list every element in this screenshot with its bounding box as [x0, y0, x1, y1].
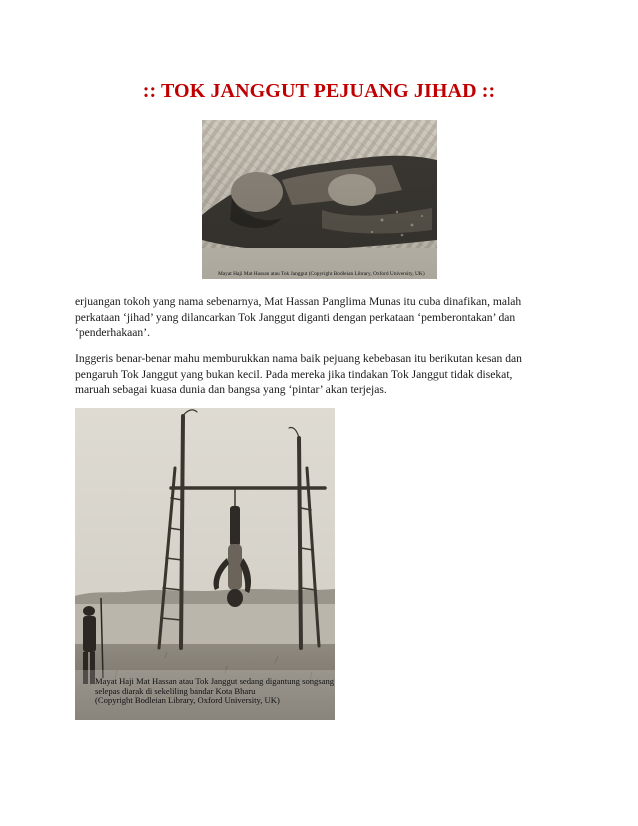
photo-2-image: [75, 408, 335, 720]
paragraph-2: [75, 351, 575, 398]
caption-line: Mayat Haji Mat Hassan atau Tok Janggut sedang digantung songsang: [95, 676, 335, 686]
paragraph-line: maruah sebagai kuasa dunia dan bangsa yang ‘pintar’ akan terjejas.: [75, 383, 387, 396]
photo-1-image: [202, 120, 437, 279]
paragraph-1: [75, 294, 575, 341]
paragraph-line: perkataan ‘jihad’ yang dilancarkan Tok Janggut diganti dengan perkataan ‘pemberontakan’ dan: [75, 310, 516, 324]
photo-tok-janggut-hanged: [75, 408, 335, 720]
caption-line: (Copyright Bodleian Library, Oxford University, UK): [95, 695, 280, 706]
page-title: :: TOK JANGGUT PEJUANG JIHAD ::: [142, 80, 496, 102]
photo-2-caption: [95, 676, 335, 706]
paragraph-line: Inggeris benar-benar mahu memburukkan nama baik pejuang kebebasan itu berikutan kesan dan: [75, 352, 522, 365]
paragraph-line: ‘penderhakaan’.: [75, 326, 150, 339]
paragraph-line: pengaruh Tok Janggut yang bukan kecil. Pada mereka jika tindakan Tok Janggut tidak disekat,: [75, 367, 513, 381]
paragraph-line: erjuangan tokoh yang nama sebenarnya, Mat Hassan Panglima Munas itu cuba dinafikan, malah: [75, 295, 522, 308]
photo-1-caption: Mayat Haji Mat Hassan atau Tok Janggut (Copyright Bodleian Library, Oxford University, UK): [218, 271, 425, 277]
photo-tok-janggut-body: [202, 120, 437, 279]
caption-line: selepas diarak di sekeliling bandar Kota Bharu: [95, 685, 256, 696]
